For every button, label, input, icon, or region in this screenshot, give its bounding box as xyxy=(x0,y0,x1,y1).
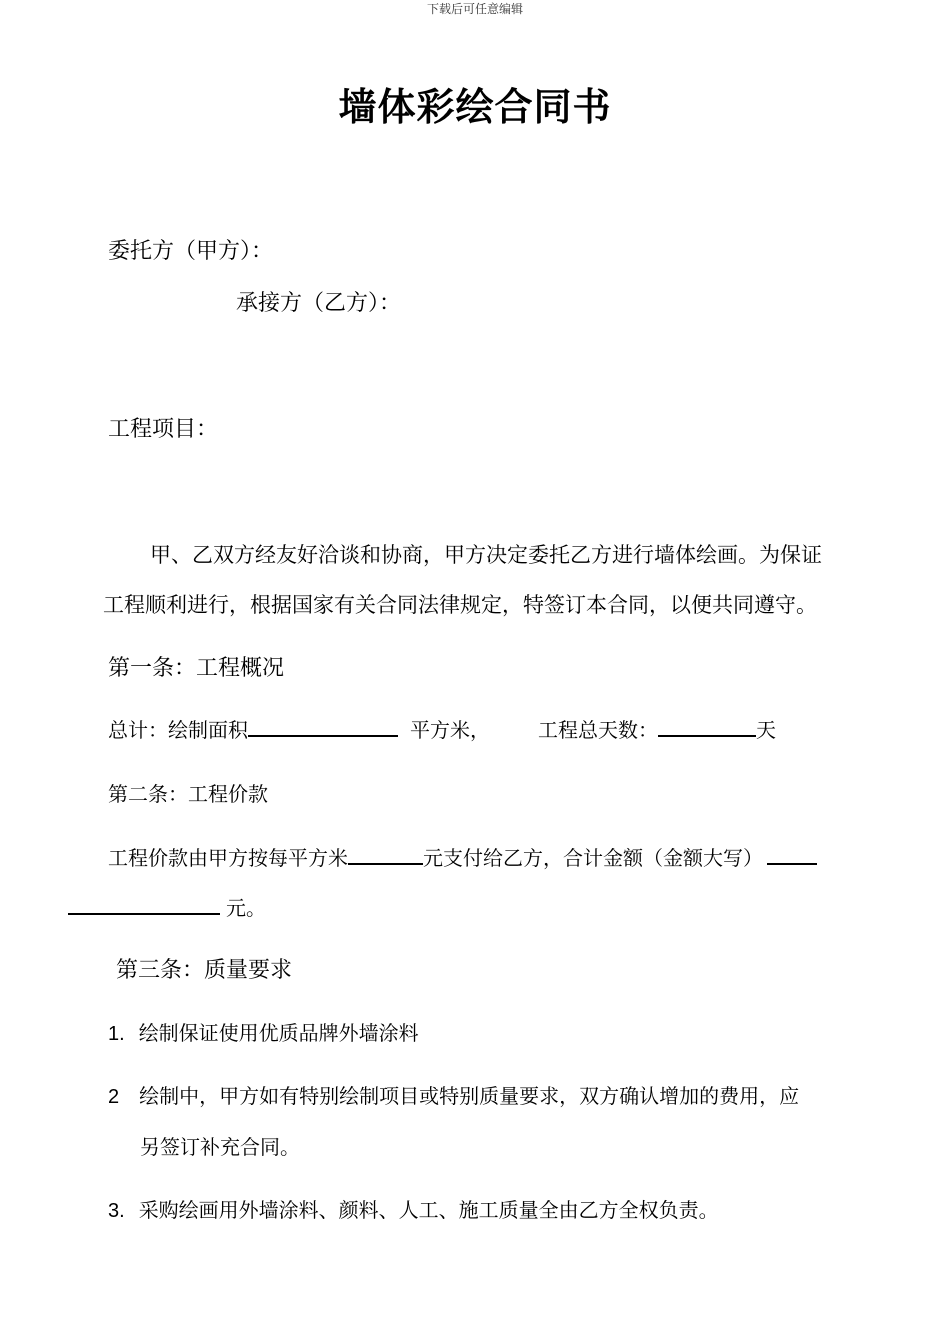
clause-2-heading: 第二条：工程价款 xyxy=(108,782,268,806)
clause-3-heading: 第三条：质量要求 xyxy=(116,958,293,983)
project-label: 工程项目： xyxy=(108,417,219,442)
unit-price-blank[interactable] xyxy=(348,843,423,865)
area-unit: 平方米， xyxy=(410,718,490,742)
total-amount-blank[interactable] xyxy=(68,893,220,915)
party-b-label: 承接方（乙方）： xyxy=(236,291,402,316)
amount-unit: 元。 xyxy=(226,896,266,920)
list-item xyxy=(108,1194,719,1223)
clause-1-total-line xyxy=(108,714,776,743)
intro-line-1: 甲、乙双方经友好洽谈和协商，甲方决定委托乙方进行墙体绘画。为保证 xyxy=(150,543,822,567)
clause-1-heading: 第一条：工程概况 xyxy=(108,656,285,681)
document-title: 墙体彩绘合同书 xyxy=(338,84,612,129)
price-label: 工程价款由甲方按每平方米 xyxy=(108,846,348,870)
price-text: 元支付给乙方，合计金额（金额大写） xyxy=(423,846,763,870)
list-item-number: 3. xyxy=(108,1200,125,1222)
party-a-label: 委托方（甲方）： xyxy=(108,239,274,264)
list-item-text: 绘制保证使用优质品牌外墙涂料 xyxy=(138,1021,419,1045)
list-item xyxy=(108,1080,799,1109)
list-item-number: 2 xyxy=(108,1086,120,1108)
days-blank[interactable] xyxy=(658,715,756,737)
area-label: 总计：绘制面积 xyxy=(108,718,248,742)
intro-line-2: 工程顺利进行，根据国家有关合同法律规定，特签订本合同，以便共同遵守。 xyxy=(103,593,817,617)
list-item xyxy=(108,1017,419,1046)
clause-2-line-2 xyxy=(68,892,266,921)
days-label: 工程总天数： xyxy=(538,718,658,742)
list-item-number: 1. xyxy=(108,1023,125,1045)
header-note: 下载后可任意编辑 xyxy=(426,2,523,16)
list-item-text: 绘制中，甲方如有特别绘制项目或特别质量要求，双方确认增加的费用，应 xyxy=(139,1084,800,1108)
days-unit: 天 xyxy=(756,718,776,742)
list-item-continuation: 另签订补充合同。 xyxy=(140,1135,300,1159)
clause-2-line-1 xyxy=(108,842,817,871)
list-item-text: 采购绘画用外墙涂料、颜料、人工、施工质量全由乙方全权负责。 xyxy=(138,1198,719,1222)
total-amount-blank-start[interactable] xyxy=(767,843,817,865)
area-blank[interactable] xyxy=(248,715,398,737)
